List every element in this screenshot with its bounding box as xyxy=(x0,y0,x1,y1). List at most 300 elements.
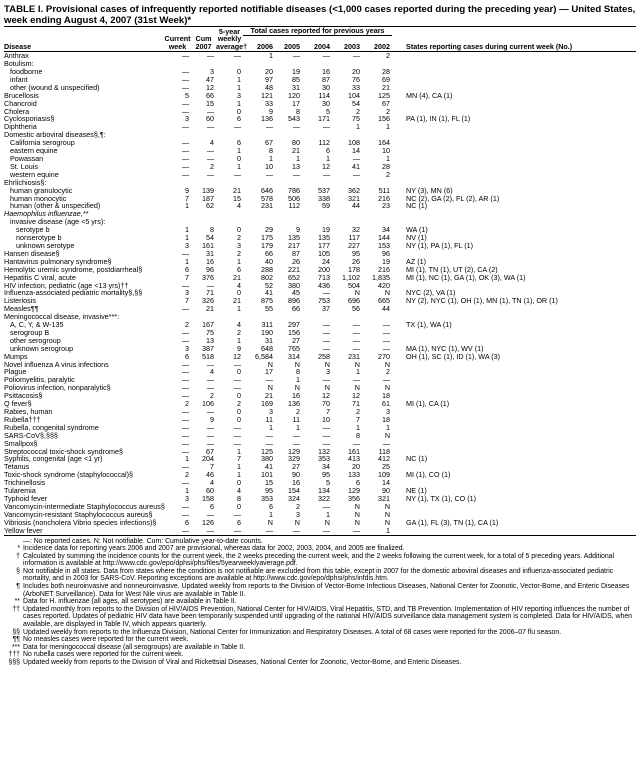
count-cell xyxy=(275,210,302,218)
count-cell: 136 xyxy=(261,114,273,124)
count-cell: — xyxy=(322,327,330,337)
count-cell: 17 xyxy=(265,367,273,377)
count-cell: 129 xyxy=(288,446,300,456)
count-cell: 1 xyxy=(185,256,189,266)
count-cell: — xyxy=(322,438,330,448)
count-cell: 2 xyxy=(386,106,391,116)
count-cell: N xyxy=(294,359,300,369)
count-cell: — xyxy=(181,106,189,116)
disease-name: Vancomycin-resistant Staphylococcus aureus§ xyxy=(4,509,153,519)
count-cell: 117 xyxy=(348,233,360,243)
states-reporting xyxy=(392,60,636,68)
count-cell: 34 xyxy=(322,462,330,472)
count-cell: 1 xyxy=(296,422,300,432)
table-row xyxy=(4,218,636,226)
count-cell: 1 xyxy=(362,527,392,535)
table-row xyxy=(4,424,636,432)
states-reporting xyxy=(392,171,636,179)
states-reporting: NY (1), PA (1), FL (1) xyxy=(406,240,473,250)
count-cell: 45 xyxy=(292,288,300,298)
header-five-year-average: 5-year weekly average† xyxy=(216,26,248,52)
count-cell: — xyxy=(181,430,189,440)
count-cell: 7 xyxy=(356,414,360,424)
count-cell: — xyxy=(233,375,241,385)
count-cell: — xyxy=(265,438,273,448)
count-cell: 1 xyxy=(269,509,273,519)
count-cell: 14 xyxy=(382,478,391,488)
footnote-symbol: ††† xyxy=(8,651,20,659)
count-cell: 21 xyxy=(206,304,214,314)
footnote-text: Includes both neuroinvasive and nonneuroinvasive. Updated weekly from reports to the Division of Vector-Borne Infectious Diseases, National Center for Zoonotic, Vector-Borne, and Enteric Diseases (ArboNET Surveillance). Data for West Nile virus are available in Table II. xyxy=(23,583,630,598)
count-cell: 19 xyxy=(292,67,300,77)
count-cell: 85 xyxy=(292,74,300,84)
count-cell: N xyxy=(354,501,360,511)
count-cell: 648 xyxy=(261,343,273,353)
count-cell: 4 xyxy=(210,478,214,488)
count-cell: 112 xyxy=(288,201,300,211)
count-cell: N xyxy=(384,383,391,393)
count-cell: — xyxy=(181,478,189,488)
disease-name: HIV infection, pediatric (age <13 yrs)†† xyxy=(4,280,129,290)
footnote-text: Data for H. influenzae (all ages, all serotypes) are available in Table II. xyxy=(23,598,237,606)
count-cell: 95 xyxy=(265,486,273,496)
count-cell: 1 xyxy=(237,82,241,92)
count-cell: 0 xyxy=(237,288,241,298)
footnote-text: No rubella cases were reported for the current week. xyxy=(23,651,184,659)
count-cell: 109 xyxy=(378,470,391,480)
count-cell: — xyxy=(322,122,330,132)
count-cell: 67 xyxy=(265,138,273,148)
count-cell: 28 xyxy=(382,67,391,77)
table-body xyxy=(4,52,636,535)
states-reporting: MI (1), CO (1) xyxy=(406,470,451,480)
count-cell: 19 xyxy=(322,225,330,235)
count-cell: — xyxy=(243,527,275,535)
count-cell: 6 xyxy=(237,264,241,274)
states-reporting: NC (2), GA (2), FL (2), AR (1) xyxy=(406,193,500,203)
count-cell: 338 xyxy=(318,193,330,203)
count-cell: 20 xyxy=(265,67,273,77)
disease-name: other (wound & unspecified) xyxy=(10,82,100,92)
count-cell: — xyxy=(181,367,189,377)
count-cell: 26 xyxy=(292,256,300,266)
count-cell: 101 xyxy=(261,470,273,480)
states-reporting: PA (1), IN (1), FL (1) xyxy=(406,114,471,124)
count-cell: 362 xyxy=(348,185,360,195)
states-reporting xyxy=(392,131,636,139)
table-row xyxy=(4,400,636,408)
disease-name: Botulism: xyxy=(4,59,34,69)
table-row xyxy=(4,384,636,392)
count-cell: 26 xyxy=(352,256,360,266)
table-row xyxy=(4,155,636,163)
count-cell: — xyxy=(181,509,189,519)
count-cell: — xyxy=(265,122,273,132)
count-cell: 156 xyxy=(288,327,300,337)
disease-name: nonserotype b xyxy=(16,233,62,243)
count-cell: 6,584 xyxy=(255,351,273,361)
count-cell: 158 xyxy=(202,493,214,503)
count-cell: 324 xyxy=(288,493,300,503)
count-cell: — xyxy=(382,335,391,345)
states-reporting: NY (1), TX (1), CO (1) xyxy=(406,493,477,503)
states-reporting xyxy=(392,155,636,163)
count-cell: 33 xyxy=(265,98,273,108)
count-cell: — xyxy=(233,509,241,519)
count-cell: 112 xyxy=(318,138,330,148)
table-row xyxy=(4,52,636,60)
header-row-top xyxy=(4,27,636,36)
count-cell: 31 xyxy=(292,82,300,92)
count-cell: 1 xyxy=(386,422,391,432)
count-cell: — xyxy=(265,375,273,385)
count-cell: 106 xyxy=(202,399,214,409)
count-cell: 48 xyxy=(265,82,273,92)
count-cell: 54 xyxy=(352,98,360,108)
disease-name: unknown serogroup xyxy=(10,343,74,353)
count-cell: 1 xyxy=(386,154,391,163)
table-row xyxy=(4,313,636,321)
count-cell: N xyxy=(324,383,330,393)
count-cell: 171 xyxy=(318,114,330,124)
states-reporting xyxy=(392,250,636,258)
count-cell: 71 xyxy=(352,399,360,409)
count-cell: 231 xyxy=(261,201,273,211)
header-total-cases: Total cases reported for previous years xyxy=(243,27,392,36)
count-cell: N xyxy=(384,288,391,298)
states-reporting xyxy=(392,368,636,376)
footnote xyxy=(4,568,636,583)
count-cell: — xyxy=(181,280,189,290)
count-cell: 2 xyxy=(210,161,214,171)
disease-name: other serogroup xyxy=(10,335,61,345)
footnotes xyxy=(4,538,636,667)
count-cell: — xyxy=(233,438,241,448)
count-cell: 665 xyxy=(378,296,391,306)
count-cell: 1 xyxy=(185,454,189,464)
count-cell: — xyxy=(206,154,214,163)
footnote-symbol: §§ xyxy=(12,628,20,636)
count-cell: 6 xyxy=(237,114,241,124)
footnote-symbol: *** xyxy=(11,643,20,651)
count-cell: 135 xyxy=(318,233,330,243)
count-cell: 0 xyxy=(237,478,241,488)
count-cell: 297 xyxy=(288,320,300,330)
states-reporting: OH (1), SC (1), ID (1), WA (3) xyxy=(406,351,501,361)
table-row xyxy=(4,329,636,337)
count-cell: 139 xyxy=(202,185,214,195)
count-cell: 136 xyxy=(288,399,300,409)
footnote-symbol: †† xyxy=(12,605,20,613)
count-cell: 8 xyxy=(356,430,360,440)
count-cell: — xyxy=(216,527,243,535)
count-cell: 9 xyxy=(296,225,300,235)
count-cell: 3 xyxy=(185,114,189,124)
count-cell: N xyxy=(267,359,273,369)
count-cell: 802 xyxy=(261,272,273,282)
disease-name: Hansen disease§ xyxy=(4,248,60,258)
count-cell: 506 xyxy=(288,193,300,203)
disease-name: western equine xyxy=(10,169,59,179)
count-cell: — xyxy=(352,335,360,345)
footnote xyxy=(4,553,636,568)
disease-name: Tularemia xyxy=(4,486,36,496)
count-cell: 10 xyxy=(322,414,330,424)
count-cell: — xyxy=(265,430,273,440)
disease-name: Typhoid fever xyxy=(4,493,48,503)
count-cell: 177 xyxy=(318,240,330,250)
states-reporting: AZ (1) xyxy=(406,256,426,266)
disease-name: Domestic arboviral diseases§,¶: xyxy=(4,130,106,140)
count-cell: — xyxy=(382,438,391,448)
count-cell: 161 xyxy=(202,240,214,250)
count-cell: 41 xyxy=(265,462,273,472)
count-cell: 753 xyxy=(318,296,330,306)
count-cell: 3 xyxy=(296,509,300,519)
count-cell: 4 xyxy=(210,138,214,148)
count-cell: 95 xyxy=(322,470,330,480)
states-reporting xyxy=(392,100,636,108)
count-cell: 17 xyxy=(292,98,300,108)
count-cell: 37 xyxy=(322,304,330,314)
disease-name: A, C, Y, & W-135 xyxy=(10,320,64,330)
count-cell: 2 xyxy=(296,501,300,511)
count-cell: 16 xyxy=(292,478,300,488)
count-cell: 15 xyxy=(265,478,273,488)
count-cell: 258 xyxy=(318,351,330,361)
count-cell: — xyxy=(181,146,189,156)
disease-name: Syphilis, congenital (age <1 yr) xyxy=(4,454,103,464)
count-cell xyxy=(362,210,392,218)
table-row xyxy=(4,163,636,171)
count-cell: — xyxy=(181,359,189,369)
footnote xyxy=(4,545,636,553)
states-reporting xyxy=(392,218,636,226)
disease-name: serogroup B xyxy=(10,327,50,337)
count-cell: 11 xyxy=(292,414,300,424)
count-cell: 227 xyxy=(348,240,360,250)
count-cell: N xyxy=(324,359,330,369)
count-cell: 2 xyxy=(185,320,189,330)
count-cell: 12 xyxy=(233,351,241,361)
count-cell: 87 xyxy=(292,248,300,258)
count-cell: — xyxy=(352,320,360,330)
count-cell: 3 xyxy=(185,343,189,353)
count-cell: 66 xyxy=(265,248,273,258)
disease-name: St. Louis xyxy=(10,161,38,171)
table-row xyxy=(4,392,636,400)
count-cell: 5 xyxy=(185,90,189,100)
count-cell: — xyxy=(181,67,189,77)
count-cell: — xyxy=(322,430,330,440)
footnote-text: Updated monthly from reports to the Division of HIV/AIDS Prevention, National Center for HIV/AIDS, Viral Hepatitis, STD, and TB Prevention. Implementation of HIV reporting influences the number of cases reported. Updates of pediatric HIV data have been temporarily suspended until upgrading of the national HIV/AIDS surveillance data management system is completed. Data for HIV/AIDS, when available, are displayed in Table IV, which appears quarterly. xyxy=(23,605,633,629)
count-cell: 311 xyxy=(261,320,273,330)
count-cell: 16 xyxy=(322,67,330,77)
disease-name: Measles¶¶ xyxy=(4,304,39,314)
count-cell xyxy=(243,210,275,218)
count-cell: 60 xyxy=(206,114,214,124)
count-cell: 14 xyxy=(352,146,360,156)
count-cell: 126 xyxy=(202,517,214,527)
count-cell: 114 xyxy=(318,90,330,100)
count-cell: 329 xyxy=(288,454,300,464)
count-cell: 7 xyxy=(237,454,241,464)
count-cell: 13 xyxy=(292,161,300,171)
count-cell: 1 xyxy=(326,509,330,519)
count-cell: 1 xyxy=(269,154,273,163)
count-cell: — xyxy=(181,248,189,258)
count-cell: — xyxy=(352,327,360,337)
states-reporting xyxy=(392,503,636,511)
count-cell: 9 xyxy=(185,185,189,195)
table-row xyxy=(4,100,636,108)
count-cell: 27 xyxy=(292,335,300,345)
table-row xyxy=(4,171,636,179)
count-cell: — xyxy=(352,154,360,163)
count-cell: 18 xyxy=(382,414,391,424)
count-cell: — xyxy=(206,280,214,290)
count-cell: 1 xyxy=(237,462,241,472)
footnote xyxy=(4,598,636,606)
disease-name: Mumps xyxy=(4,351,28,361)
count-cell: — xyxy=(206,122,214,132)
states-reporting xyxy=(392,408,636,416)
count-cell: — xyxy=(352,438,360,448)
count-cell: 6 xyxy=(185,517,189,527)
header-year-2003: 2003 xyxy=(332,35,362,51)
table-row xyxy=(4,519,636,527)
disease-name: Psittacosis§ xyxy=(4,391,43,401)
count-cell: — xyxy=(181,438,189,448)
count-cell: — xyxy=(181,327,189,337)
count-cell: 9 xyxy=(237,343,241,353)
count-cell: 31 xyxy=(206,248,214,258)
count-cell: — xyxy=(382,375,391,385)
count-cell: 6 xyxy=(269,501,273,511)
count-cell: 2 xyxy=(237,399,241,409)
count-cell: 125 xyxy=(261,446,273,456)
count-cell: 61 xyxy=(382,399,391,409)
count-cell: 25 xyxy=(382,462,391,472)
table-row xyxy=(4,368,636,376)
states-reporting xyxy=(392,384,636,392)
states-reporting xyxy=(392,68,636,76)
count-cell: 167 xyxy=(202,320,214,330)
count-cell: 200 xyxy=(318,264,330,274)
count-cell: — xyxy=(181,383,189,393)
count-cell: 20 xyxy=(352,67,360,77)
count-cell: 1 xyxy=(356,367,360,377)
table-row xyxy=(4,455,636,463)
states-reporting xyxy=(392,376,636,384)
count-cell: 33 xyxy=(352,82,360,92)
count-cell: 60 xyxy=(206,486,214,496)
count-cell: — xyxy=(292,51,300,61)
count-cell: 24 xyxy=(322,256,330,266)
count-cell: 646 xyxy=(261,185,273,195)
header-cum-2007: Cum 2007 xyxy=(191,35,216,51)
footnote xyxy=(4,606,636,629)
count-cell: 353 xyxy=(261,493,273,503)
count-cell: 144 xyxy=(378,233,391,243)
states-reporting xyxy=(392,139,636,147)
count-cell: 875 xyxy=(261,296,273,306)
count-cell: 21 xyxy=(382,82,391,92)
count-cell: 1 xyxy=(356,422,360,432)
count-cell: 288 xyxy=(261,264,273,274)
table-row xyxy=(4,321,636,329)
footnote-symbol: ¶¶ xyxy=(12,636,20,644)
footnote-text: Data for meningococcal disease (all serogroups) are available in Table II. xyxy=(23,643,246,651)
disease-name: Ehrlichiosis§: xyxy=(4,177,47,187)
count-cell: 356 xyxy=(348,493,360,503)
count-cell: 1 xyxy=(326,154,330,163)
table-row xyxy=(4,68,636,76)
count-cell: 2 xyxy=(386,367,391,377)
count-cell: — xyxy=(292,430,300,440)
count-cell: 30 xyxy=(322,82,330,92)
count-cell: 578 xyxy=(261,193,273,203)
count-cell: 216 xyxy=(378,193,391,203)
count-cell: 2 xyxy=(237,233,241,243)
count-cell: 133 xyxy=(348,470,360,480)
count-cell: 8 xyxy=(237,493,241,503)
table-row xyxy=(4,147,636,155)
count-cell: — xyxy=(181,51,189,61)
states-reporting xyxy=(392,424,636,432)
count-cell: 0 xyxy=(237,106,241,116)
count-cell: 6 xyxy=(356,478,360,488)
count-cell: 3 xyxy=(237,240,241,250)
count-cell: 30 xyxy=(322,98,330,108)
states-reporting: NC (1) xyxy=(406,454,428,464)
count-cell: 161 xyxy=(348,446,360,456)
disease-name: Meningococcal disease, invasive***: xyxy=(4,312,120,322)
count-cell: 1 xyxy=(296,375,300,385)
count-cell: 2 xyxy=(185,399,189,409)
disease-name: eastern equine xyxy=(10,146,58,156)
states-reporting: MI (1), NC (1), GA (1), OK (3), WA (1) xyxy=(406,272,526,282)
count-cell: N xyxy=(267,383,273,393)
states-reporting xyxy=(392,329,636,337)
count-cell: N xyxy=(354,517,360,527)
disease-name: Smallpox§ xyxy=(4,438,38,448)
count-cell: 135 xyxy=(288,233,300,243)
count-cell: — xyxy=(275,527,302,535)
count-cell: — xyxy=(181,74,189,84)
count-cell: 217 xyxy=(288,240,300,250)
count-cell: — xyxy=(181,375,189,385)
count-cell: 10 xyxy=(265,161,273,171)
count-cell: — xyxy=(382,343,391,353)
count-cell: 34 xyxy=(382,225,391,235)
count-cell: 175 xyxy=(261,233,273,243)
count-cell: 216 xyxy=(378,264,391,274)
count-cell: 55 xyxy=(265,304,273,314)
states-reporting xyxy=(392,479,636,487)
count-cell: 3 xyxy=(185,493,189,503)
count-cell: — xyxy=(322,501,330,511)
count-cell: 504 xyxy=(348,280,360,290)
count-cell: — xyxy=(206,509,214,519)
page xyxy=(4,0,636,667)
count-cell: 2 xyxy=(185,470,189,480)
count-cell: 95 xyxy=(352,248,360,258)
count-cell: 1 xyxy=(269,422,273,432)
disease-name: Rabies, human xyxy=(4,407,53,416)
states-reporting xyxy=(392,210,636,218)
count-cell: 75 xyxy=(352,114,360,124)
